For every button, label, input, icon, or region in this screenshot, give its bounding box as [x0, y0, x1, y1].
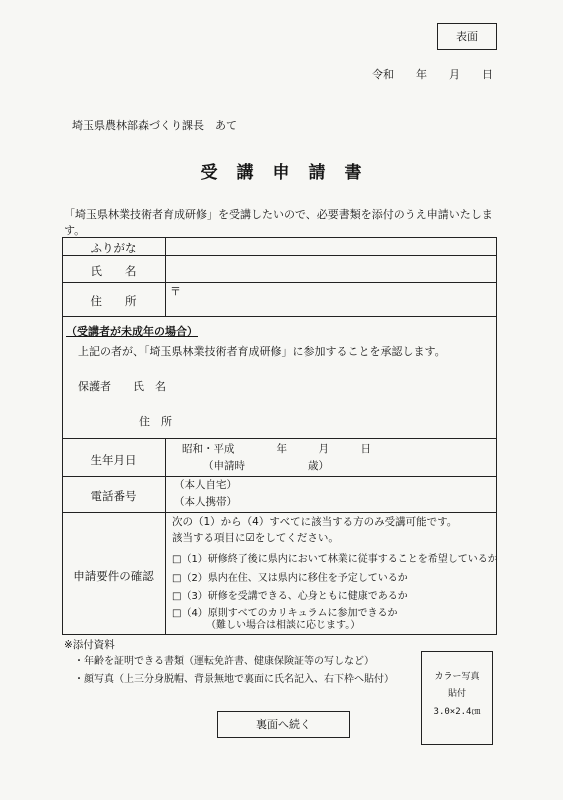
attachment-item-1: ・年齢を証明できる書類（運転免許書、健康保険証等の写しなど）: [74, 656, 374, 667]
name-field[interactable]: [166, 256, 496, 282]
minor-consent-text: 上記の者が、「埼玉県林業技術者育成研修」に参加することを承認します。: [78, 345, 446, 358]
front-side-badge: [437, 23, 497, 50]
photo-box-line-1: カラー写真: [434, 672, 480, 682]
phone-label: 電話番号: [90, 489, 137, 503]
requirements-intro-1: 次の（1）から（4）すべてに該当する方のみ受講可能です。: [172, 516, 458, 528]
requirements-intro-2: 該当する項目に☑をしてください。: [172, 532, 339, 544]
furigana-label: ふりがな: [90, 241, 137, 255]
phone-home[interactable]: （本人自宅）: [174, 479, 237, 491]
addressee: 埼玉県農林部森づくり課長 あて: [72, 119, 237, 132]
photo-box-line-2: 貼付: [447, 689, 466, 699]
intro-line-2: す。: [64, 224, 86, 237]
photo-box: [421, 651, 493, 745]
phone-mobile[interactable]: （本人携帯）: [174, 496, 237, 508]
birthdate-label: 生年月日: [90, 453, 137, 467]
minor-heading: （受講者が未成年の場合）: [66, 325, 198, 338]
front-side-label: 表面: [456, 30, 478, 43]
intro-line-1: 「埼玉県林業技術者育成研修」を受講したいので、必要書類を添付のうえ申請いたしま: [64, 208, 493, 221]
guardian-address-field[interactable]: [180, 408, 480, 430]
name-label: 氏 名: [90, 264, 137, 278]
furigana-field[interactable]: [166, 238, 496, 255]
requirement-item-4[interactable]: □（4）原則すべてのカリキュラムに参加できるか: [172, 608, 398, 619]
attachment-item-2: ・顔写真（上三分身脱帽、背景無地で裏面に氏名記入、右下枠へ貼付）: [74, 674, 394, 685]
requirement-item-1[interactable]: □（1）研修終了後に県内において林業に従事することを希望しているか: [172, 554, 498, 565]
document-title: 受 講 申 請 書: [200, 163, 363, 183]
guardian-name-label: 保護者 氏 名: [78, 380, 166, 393]
attachments-heading: ※添付資料: [64, 639, 115, 651]
birthdate-line-1[interactable]: 昭和・平成 年 月 日: [182, 443, 371, 455]
birthdate-line-2[interactable]: （申請時 歳）: [203, 460, 329, 472]
requirements-note: （難しい場合は相談に応じます。）: [206, 620, 361, 631]
address-label: 住 所: [90, 294, 137, 308]
address-field[interactable]: [166, 283, 496, 316]
requirement-item-2[interactable]: □（2）県内在住、又は県内に移住を予定しているか: [172, 573, 408, 584]
postal-mark: 〒: [170, 285, 181, 298]
continue-to-back-box: [217, 711, 350, 738]
date-line: 令和 年 月 日: [372, 68, 493, 81]
continue-to-back-label: 裏面へ続く: [256, 718, 311, 731]
requirement-item-3[interactable]: □（3）研修を受講できる、心身ともに健康であるか: [172, 591, 408, 602]
guardian-address-label: 住 所: [139, 415, 172, 428]
guardian-name-field[interactable]: [180, 374, 480, 396]
photo-box-line-3: 3.0×2.4㎝: [433, 707, 481, 717]
requirements-label: 申請要件の確認: [73, 569, 154, 583]
